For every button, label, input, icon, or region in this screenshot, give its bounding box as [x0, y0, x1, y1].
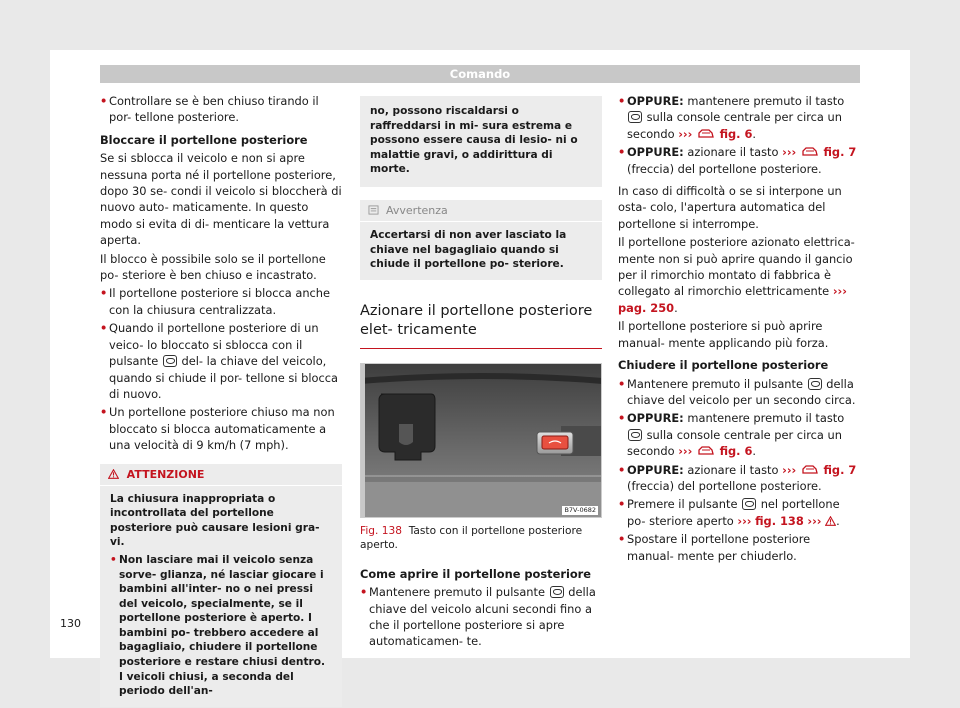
- subheading-lock: Bloccare il portellone posteriore: [100, 132, 308, 147]
- note-box: [360, 200, 602, 280]
- figure-link[interactable]: fig. 6: [719, 444, 753, 459]
- warning-header: ATTENZIONE: [100, 464, 342, 486]
- subheading-open: Come aprire il portellone posteriore: [360, 566, 592, 581]
- page-number: 130: [60, 617, 81, 630]
- figure-link[interactable]: fig. 7: [823, 145, 857, 160]
- paragraph: In caso di difficoltà o se si interpone un osta- colo, l'apertura automatica del portellone si interrompe.: [618, 184, 842, 231]
- bullet-item: • OPPURE: azionare il tasto ››› fig. 7 (freccia) del portellone posteriore.: [618, 462, 857, 493]
- bullet-item: • Spostare il portellone posteriore manual- mente per chiuderlo.: [618, 532, 811, 563]
- key-tailgate-button-icon: [163, 355, 177, 367]
- car-reference-icon: [802, 146, 818, 157]
- warning-triangle-icon: [108, 469, 119, 479]
- column-3: [618, 93, 860, 570]
- car-reference-icon: [698, 128, 714, 139]
- bullet-item: • OPPURE: azionare il tasto ››› fig. 7 (freccia) del portellone posteriore.: [618, 145, 857, 176]
- warning-triangle-icon: [825, 516, 836, 526]
- note-icon: [368, 205, 379, 215]
- figure-code: B7V-0682: [564, 505, 596, 514]
- bullet-item: • Premere il pulsante nel portellone po- steriore aperto ››› fig. 138 ››› .: [618, 497, 840, 528]
- console-tailgate-button-icon: [628, 111, 642, 123]
- tailgate-button-icon: [742, 498, 756, 510]
- paragraph: Il portellone posteriore azionato elettrica- mente non si può aprire quando il gancio per il rimorchio montato di fabbrica è collegato al rimorchio elettricamente ››› pag. 250.: [618, 235, 855, 315]
- note-header: Avvertenza: [360, 200, 602, 222]
- bullet-item: • OPPURE: mantenere premuto il tasto sulla console centrale per circa un secondo ››› fig. 6.: [618, 94, 845, 141]
- warning-text: La chiusura inappropriata o incontrollata del portellone posteriore può causare lesioni gra- vi.: [110, 492, 320, 549]
- figure-link[interactable]: fig. 138: [755, 513, 804, 528]
- paragraph: Il blocco è possibile solo se il portellone po- steriore è ben chiuso e incastrato.: [100, 251, 326, 283]
- bullet-item: • Controllare se è ben chiuso tirando il por- tellone posteriore.: [100, 94, 319, 125]
- tailgate-photo: [361, 364, 602, 518]
- page-link[interactable]: pag. 250: [618, 300, 675, 315]
- bullet-item: • Mantenere premuto il pulsante della chiave del veicolo alcuni secondi fino a che il portellone posteriore si apre automaticamen- te.: [360, 585, 596, 649]
- key-tailgate-button-icon: [808, 378, 822, 390]
- car-reference-icon: [802, 464, 818, 475]
- column-2: [360, 96, 602, 656]
- bullet-item: • Quando il portellone posteriore di un veico- lo bloccato si sblocca con il pulsante del- la chiave del veicolo, quando si chiude il por- tellone si blocca di nuovo.: [100, 321, 338, 401]
- figure-caption: Fig. 138 Tasto con il portellone posteriore aperto.: [360, 524, 583, 551]
- car-reference-icon: [698, 445, 714, 456]
- figure-link[interactable]: fig. 7: [823, 462, 857, 477]
- subheading-close: Chiudere il portellone posteriore: [618, 358, 829, 373]
- bullet-item: • Il portellone posteriore si blocca anche con la chiusura centralizzata.: [100, 286, 331, 317]
- paragraph: Il portellone posteriore si può aprire manual- mente applicando più forza.: [618, 319, 829, 350]
- warning-box: [100, 464, 342, 707]
- figure-link[interactable]: fig. 6: [719, 126, 753, 141]
- page-header: Comando: [100, 65, 860, 83]
- page: [50, 50, 910, 698]
- key-tailgate-button-icon: [550, 586, 564, 598]
- warning-body: [100, 486, 342, 707]
- warning-continued-box: no, possono riscaldarsi o raffreddarsi in mi- sura estrema e possono essere causa di lesio- ni o malattie gravi, o addirittura di morte.: [360, 96, 602, 187]
- paragraph: Se si sblocca il veicolo e non si apre nessuna porta né il portellone posteriore, dopo 30 se- condi il veicolo si bloccherà di nuovo auto- maticamente. In questo modo si evita di di- menticare la vettura aperta.: [100, 151, 342, 248]
- console-tailgate-button-icon: [628, 429, 642, 441]
- section-title: Azionare il portellone posteriore elet- tricamente: [360, 302, 602, 349]
- figure-tailgate-button: [360, 363, 602, 518]
- note-body: Accertarsi di non aver lasciato la chiave nel bagagliaio quando si chiude il portellone po- steriore.: [370, 228, 567, 271]
- bullet-item: • Mantenere premuto il pulsante della chiave del veicolo per un secondo circa.: [618, 376, 856, 407]
- figure-label: Fig. 138: [360, 524, 402, 537]
- warning-bullet: • Non lasciare mai il veicolo senza sorve- glianza, né lasciar giocare i bambini all'inter- no o nei pressi del veicolo, specialmente, se il portellone posteriore è aperto. I bambini po- trebbero accedere al bagagliaio, chiudere il portellone posteriore e restare chiusi dentro. I veicoli chiusi, a seconda del periodo dell'an-: [110, 553, 326, 698]
- bullet-item: • Un portellone posteriore chiuso ma non bloccato si blocca automaticamente a una velocità di 9 km/h (7 mph).: [100, 405, 335, 453]
- column-1: [100, 93, 342, 707]
- bullet-item: • OPPURE: mantenere premuto il tasto sulla console centrale per circa un secondo ››› fig. 6.: [618, 411, 845, 459]
